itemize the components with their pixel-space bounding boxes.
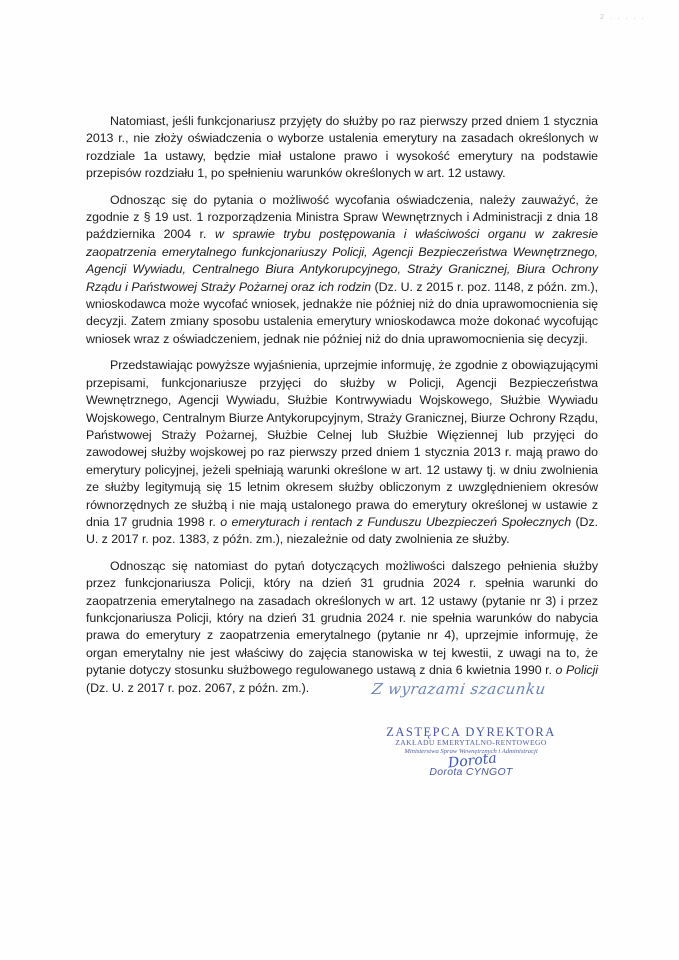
official-stamp: [376, 726, 566, 778]
italic-citation: w sprawie trybu postępowania i właściwości organu w zakresie zaopatrzenia emerytalnego funkcjonariuszy Policji, Agencji Bezpieczeństwa Wewnętrznego, Agencji Wywiadu, Centralnego Biura Antykorupcyjnego, Straży Granicznej, Biura Ochrony Rządu i Państwowej Straży Pożarnej oraz ich rodzin: [86, 227, 598, 294]
signatory-name: Dorota CYNGOT: [429, 766, 513, 778]
text-run: Odnosząc się natomiast do pytań dotyczących możliwości dalszego pełnienia służby przez funkcjonariusza Policji, który na dzień 31 grudnia 2024 r. spełnia warunki do zaopatrzenia emerytalnego na zasadach określonych w art. 12 ustawy (pytanie nr 3) i przez funkcjonariusza Policji, który na dzień 31 grudnia 2024 r. nie spełnia warunków do nabycia prawa do emerytury z zaopatrzenia emerytalnego (pytanie nr 4), uprzejmie informuję, że organ emerytalny nie jest właściwy do zajęcia stanowiska w tej kwestii, z uwagi na to, że pytanie dotyczy stosunku służbowego regulowanego ustawą z dnia 6 kwietnia 1990 r.: [86, 558, 598, 678]
closing-handwritten: Z wyrazami szacunku: [370, 680, 548, 698]
paragraph: [86, 357, 598, 548]
italic-citation: o Policji: [555, 663, 598, 678]
text-run: Natomiast, jeśli funkcjonariusz przyjęty do służby po raz pierwszy przed dniem 1 stycznia 2013 r., nie złoży oświadczenia o wyborze ustalenia emerytury na zasadach określonych w rozdziale 1a ustawy, będzie miał ustalone prawo i wysokość emerytury na podstawie przepisów rozdziału 1, po spełnieniu warunków określonych w art. 12 ustawy.: [86, 114, 598, 181]
italic-citation: o emeryturach i rentach z Funduszu Ubezpieczeń Społecznych: [220, 514, 572, 529]
paragraph: [86, 192, 598, 349]
stamp-ministry: Ministerstwa Spraw Wewnętrznych i Administracji: [404, 748, 538, 755]
letter-body: [86, 113, 598, 706]
paragraph: [86, 558, 598, 697]
text-run: Przedstawiając powyższe wyjaśnienia, uprzejmie informuję, że zgodnie z obowiązującymi przepisami, funkcjonariusze przyjęci do służby w Policji, Agencji Bezpieczeństwa Wewnętrznego, Agencji Wywiadu, Służbie Kontrwywiadu Wojskowego, Służbie Wywiadu Wojskowego, Centralnym Biurze Antykorupcyjnym, Straży Granicznej, Biurze Ochrony Rządu, Państwowej Straży Pożarnej, Służbie Celnej lub Służbie Więziennej lub przyjęci do zawodowej służby wojskowej po raz pierwszy przed dniem 1 stycznia 2013 r. mają prawo do emerytury policyjnej, jeżeli spełniają warunki określone w art. 12 ustawy tj. w dniu zwolnienia ze służby legitymują się 15 letnim okresem służby obliczonym z uwzględnieniem okresów równorzędnych ze służbą i nie mają ustalonego prawa do emerytury określonej w ustawie z dnia 17 grudnia 1998 r.: [86, 358, 598, 529]
stamp-title: ZASTĘPCA DYREKTORA: [386, 725, 556, 739]
text-run: (Dz. U. z 2017 r. poz. 1383, z późn. zm.), niezależnie od daty zwolnienia ze służby.: [86, 514, 598, 547]
text-run: (Dz. U. z 2015 r. poz. 1148, z późn. zm.), wnioskodawca może wycofać wniosek, jednakże nie później niż do dnia uprawomocnienia się decyzji. Zatem zmiany sposobu ustalenia emerytury wnioskodawca może dokonać wycofując wniosek wraz z oświadczeniem, jednak nie później niż do dnia uprawomocnienia się decyzji.: [86, 279, 598, 346]
scan-artifact: 2 . . . . .: [600, 14, 646, 21]
text-run: (Dz. U. z 2017 r. poz. 2067, z późn. zm.).: [86, 680, 310, 695]
signature: Dorota: [447, 750, 498, 772]
paragraph: [86, 113, 598, 183]
text-run: Odnosząc się do pytania o możliwość wycofania oświadczenia, należy zauważyć, że zgodnie z § 19 ust. 1 rozporządzenia Ministra Spraw Wewnętrznych i Administracji z dnia 18 października 2004 r.: [86, 192, 598, 242]
stamp-institution: ZAKŁADU EMERYTALNO-RENTOWEGO: [395, 738, 547, 747]
